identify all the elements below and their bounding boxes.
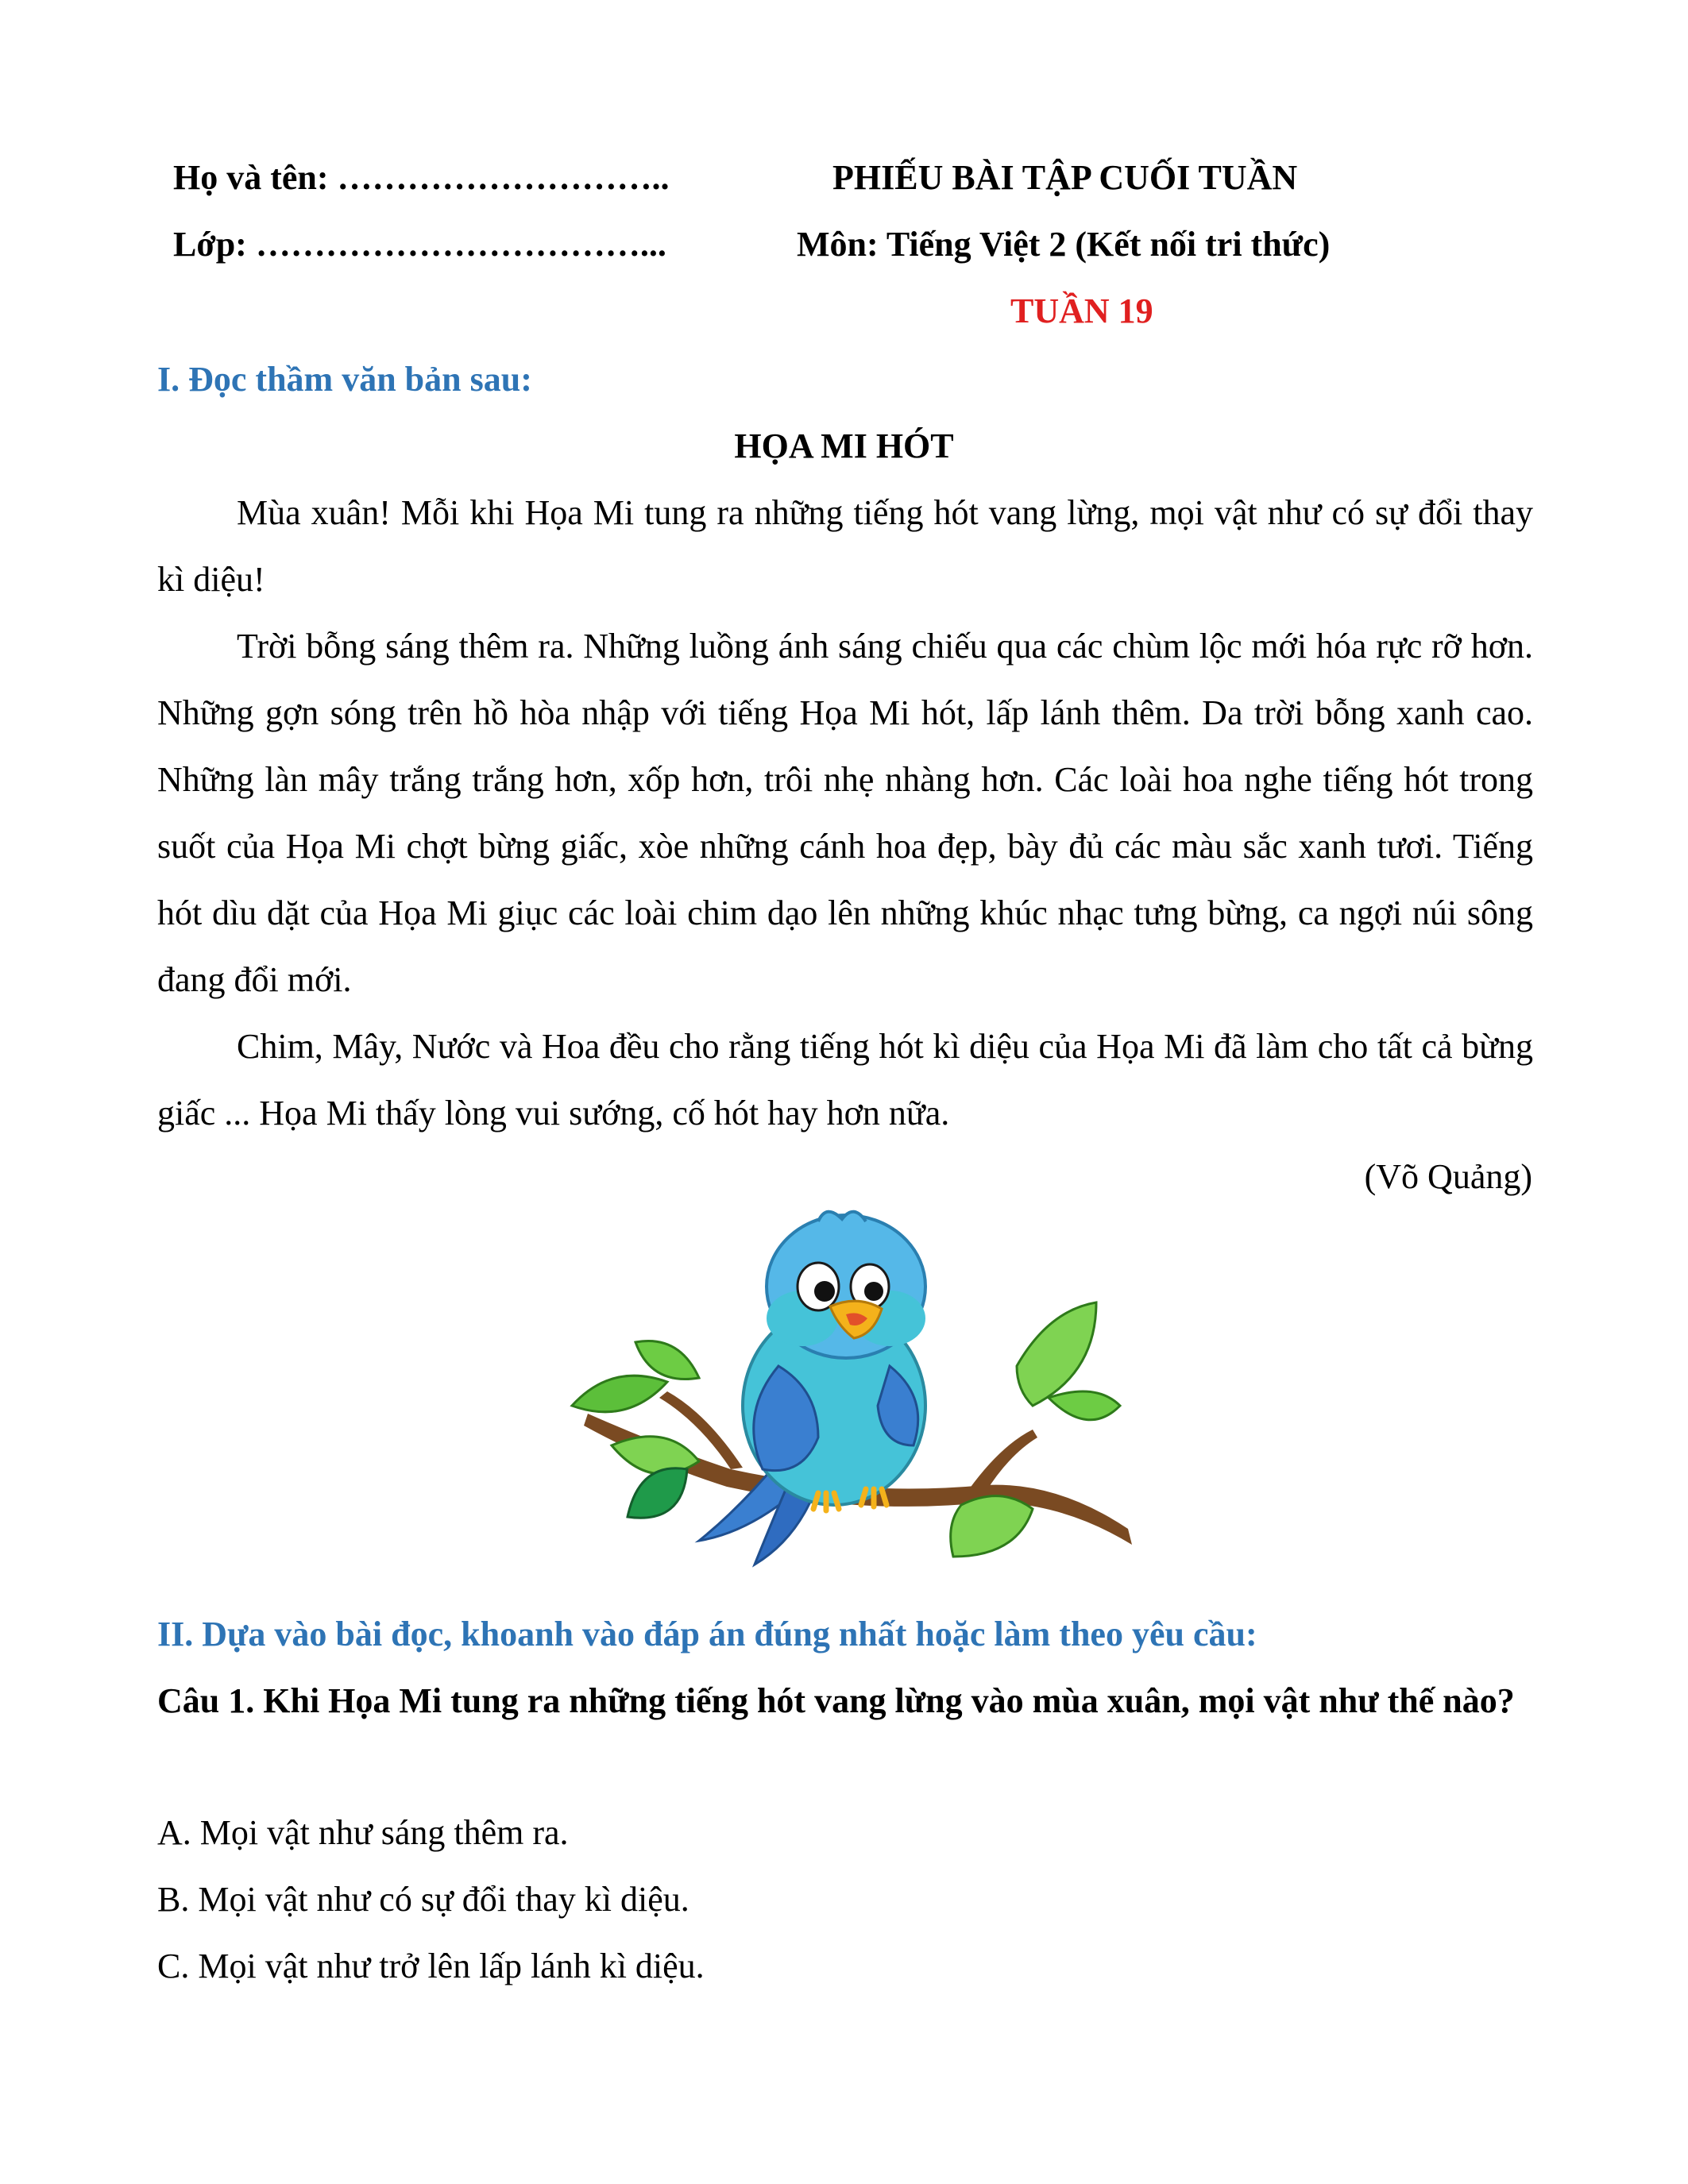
answer-option-a[interactable]: A. Mọi vật như sáng thêm ra. — [157, 1813, 569, 1852]
answer-option-c[interactable]: C. Mọi vật như trở lên lấp lánh kì diệu. — [157, 1947, 705, 1985]
name-field-label: Họ và tên: ……………………….. — [173, 158, 670, 197]
story-paragraph-3: Chim, Mây, Nước và Hoa đều cho rằng tiếng hót kì diệu của Họa Mi đã làm cho tất cả bừng giấc ... Họa Mi thấy lòng vui sướng, cố hót hay hơn nữa. — [157, 1027, 1533, 1133]
story-title: HỌA MI HÓT — [734, 426, 954, 465]
bird-illustration — [540, 1207, 1144, 1580]
week-label: TUẦN 19 — [1010, 291, 1153, 330]
class-field-label: Lớp: ……………………………... — [173, 225, 666, 264]
worksheet-title: PHIẾU BÀI TẬP CUỐI TUẦN — [832, 158, 1298, 197]
question-1: Câu 1. Khi Họa Mi tung ra những tiếng hót vang lừng vào mùa xuân, mọi vật như thế nào? — [157, 1681, 1515, 1720]
answer-option-b[interactable]: B. Mọi vật như có sự đổi thay kì diệu. — [157, 1880, 689, 1919]
section-1-heading: I. Đọc thầm văn bản sau: — [157, 360, 532, 399]
story-paragraph-2: Trời bỗng sáng thêm ra. Những luồng ánh sáng chiếu qua các chùm lộc mới hóa rực rỡ hơn. Những gợn sóng trên hồ hòa nhập với tiếng Họa Mi hót, lấp lánh thêm. Da trời bỗng xanh cao. Những làn mây trắng trắng hơn, xốp hơn, trôi nhẹ nhàng hơn. Các loài hoa nghe tiếng hót trong suốt của Họa Mi chợt bừng giấc, xòe những cánh hoa đẹp, bày đủ các màu sắc xanh tươi. Tiếng hót dìu dặt của Họa Mi giục các loài chim dạo lên những khúc nhạc tưng bừng, ca ngợi núi sông đang đổi mới. — [157, 627, 1533, 999]
section-2-heading: II. Dựa vào bài đọc, khoanh vào đáp án đúng nhất hoặc làm theo yêu cầu: — [157, 1615, 1257, 1653]
story-author: (Võ Quảng) — [1364, 1157, 1532, 1196]
subject-label: Môn: Tiếng Việt 2 (Kết nối tri thức) — [797, 225, 1331, 264]
story-paragraph-1: Mùa xuân! Mỗi khi Họa Mi tung ra những tiếng hót vang lừng, mọi vật như có sự đổi thay kì diệu! — [157, 493, 1533, 599]
